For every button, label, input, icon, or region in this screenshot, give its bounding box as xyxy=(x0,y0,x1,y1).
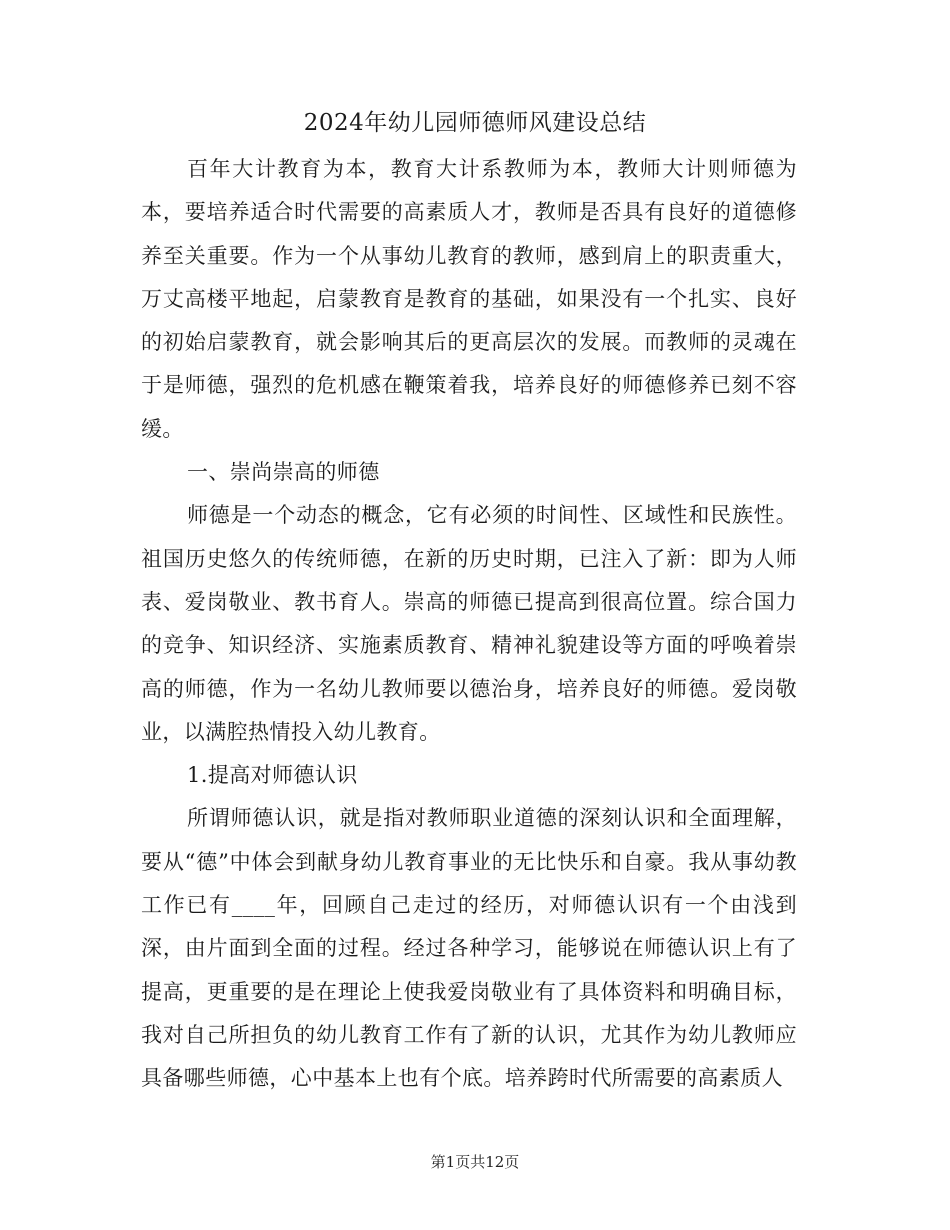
paragraph-intro: 百年大计教育为本，教育大计系教师为本，教师大计则师德为本，要培养适合时代需要的高素质人才，教师是否具有良好的道德修养至关重要。作为一个从事幼儿教育的教师，感到肩上的职责重大，万丈高楼平地起，启蒙教育是教育的基础，如果没有一个扎实、良好的初始启蒙教育，就会影响其后的更高层次的发展。而教师的灵魂在于是师德，强烈的危机感在鞭策着我，培养良好的师德修养已刻不容缓。 xyxy=(141,157,797,441)
page-number-footer: 第1页共12页 xyxy=(430,1153,520,1171)
paragraph-section-1: 师德是一个动态的概念，它有必须的时间性、区域性和民族性。祖国历史悠久的传统师德，在新的历史时期，已注入了新：即为人师表、爱岗敬业、教书育人。崇高的师德已提高到很高位置。综合国力的竞争、知识经济、实施素质教育、精神礼貌建设等方面的呼唤着崇高的师德，作为一名幼儿教师要以德治身，培养良好的师德。爱岗敬业，以满腔热情投入幼儿教育。 xyxy=(141,503,797,744)
document-title: 2024年幼儿园师德师风建设总结 xyxy=(303,110,647,136)
section-heading-1: 一、崇尚崇高的师德 xyxy=(187,460,380,485)
paragraph-subsection-1-1: 所谓师德认识，就是指对教师职业道德的深刻认识和全面理解，要从“德”中体会到献身幼儿教育事业的无比快乐和自豪。我从事幼教工作已有____年，回顾自己走过的经历，对师德认识有一个由浅到深，由片面到全面的过程。经过各种学习，能够说在师德认识上有了提高，更重要的是在理论上使我爱岗敬业有了具体资料和明确目标，我对自己所担负的幼儿教育工作有了新的认识，尤其作为幼儿教师应具备哪些师德，心中基本上也有个底。培养跨时代所需要的高素质人 xyxy=(141,806,797,1091)
subsection-heading-1-1: 1.提高对师德认识 xyxy=(187,763,358,788)
document-body xyxy=(141,148,797,1101)
